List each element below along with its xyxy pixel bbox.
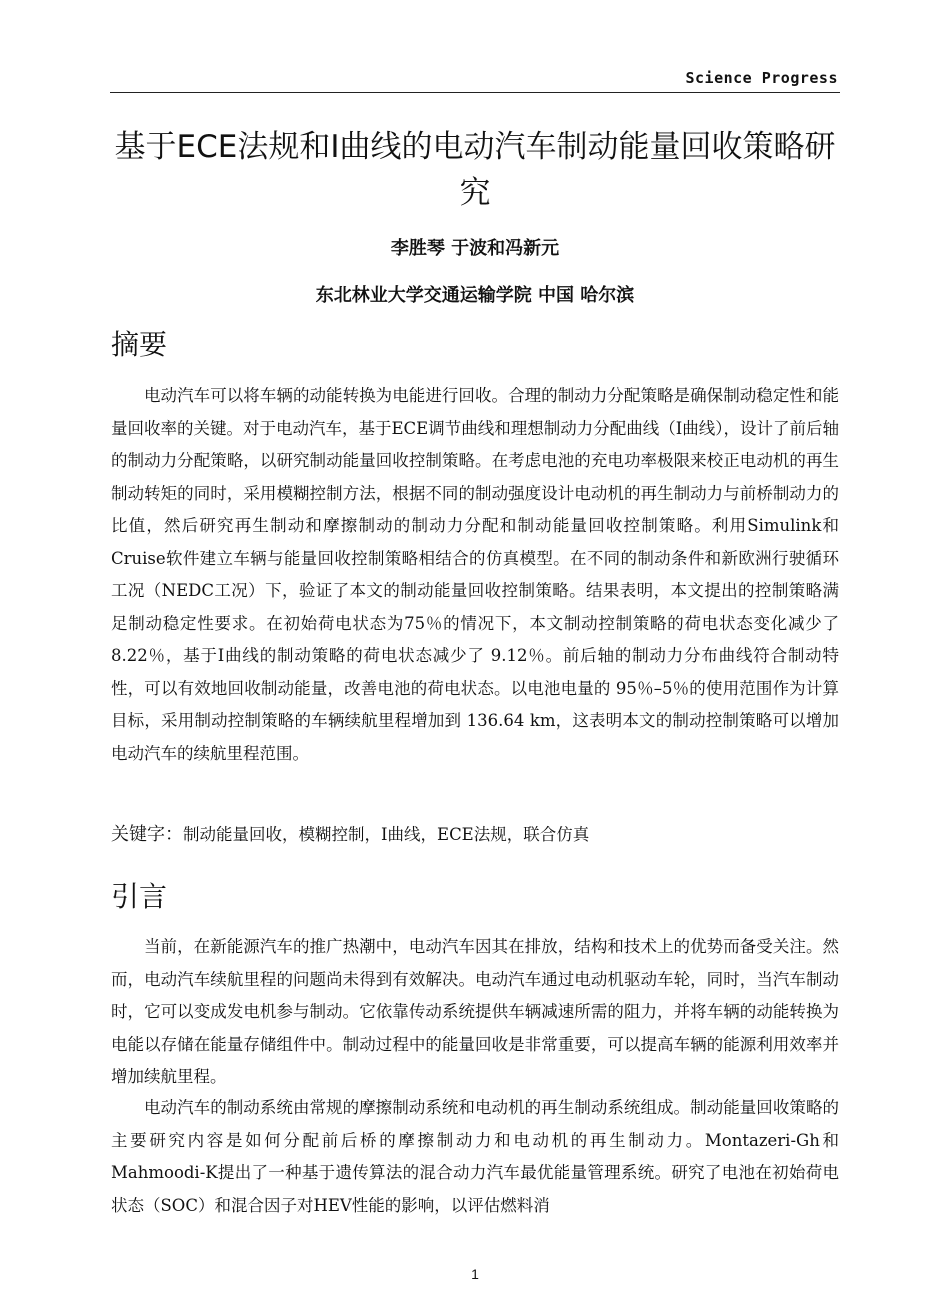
abstract-text: 电动汽车可以将车辆的动能转换为电能进行回收。合理的制动力分配策略是确保制动稳定性和能量回收率的关键。对于电动汽车，基于ECE调节曲线和理想制动力分配曲线（I曲线），设计了前后轴的制动力分配策略，以研究制动能量回收控制策略。在考虑电池的充电功率极限来校正电动机的再生制动转矩的同时，采用模糊控制方法，根据不同的制动强度设计电动机的再生制动力与前桥制动力的比值，然后研究再生制动和摩擦制动的制动力分配和制动能量回收控制策略。利用Simulink和Cruise软件建立车辆与能量回收控制策略相结合的仿真模型。在不同的制动条件和新欧洲行驶循环工况（NEDC工况）下，验证了本文的制动能量回收控制策略。结果表明，本文提出的控制策略满足制动稳定性要求。在初始荷电状态为75％的情况下，本文制动控制策略的荷电状态变化减少了8.22％，基于I曲线的制动策略的荷电状态减少了 9.12％。前后轴的制动力分布曲线符合制动特性，可以有效地回收制动能量，改善电池的荷电状态。以电池电量的 95％–5％的使用范围作为计算目标，采用制动控制策略的车辆续航里程增加到 136.64 km，这表明本文的制动控制策略可以增加电动汽车的续航里程范围。 [111, 386, 839, 763]
author-affiliation: 东北林业大学交通运输学院 中国 哈尔滨 [315, 285, 635, 306]
keywords-label: 关键字： [111, 824, 183, 845]
introduction-heading: 引言 [111, 880, 168, 913]
introduction-paragraph-1: 当前，在新能源汽车的推广热潮中，电动汽车因其在排放，结构和技术上的优势而备受关注。然而，电动汽车续航里程的问题尚未得到有效解决。电动汽车通过电动机驱动车轮，同时，当汽车制动时，它可以变成发电机参与制动。它依靠传动系统提供车辆减速所需的阻力，并将车辆的动能转换为电能以存储在能量存储组件中。制动过程中的能量回收是非常重要，可以提高车辆的能源利用效率并增加续航里程。 [111, 937, 839, 1086]
author-list: 李胜琴 于波和冯新元 [390, 238, 560, 259]
keywords-line [111, 819, 839, 851]
running-header-journal: Science Progress [685, 69, 838, 87]
keywords-text: 制动能量回收，模糊控制，I曲线，ECE法规，联合仿真 [183, 825, 590, 844]
paper-title: 基于ECE法规和I曲线的电动汽车制动能量回收策略研究 [114, 129, 836, 211]
page-number: 1 [471, 1266, 479, 1282]
introduction-paragraph-2: 电动汽车的制动系统由常规的摩擦制动系统和电动机的再生制动系统组成。制动能量回收策略的主要研究内容是如何分配前后桥的摩擦制动力和电动机的再生制动力。Montazeri-Gh和Mahmoodi-K提出了一种基于遗传算法的混合动力汽车最优能量管理系统。研究了电池在初始荷电状态（SOC）和混合因子对HEV性能的影响，以评估燃料消 [111, 1098, 839, 1215]
abstract-heading: 摘要 [111, 328, 168, 361]
header-rule [110, 92, 840, 93]
